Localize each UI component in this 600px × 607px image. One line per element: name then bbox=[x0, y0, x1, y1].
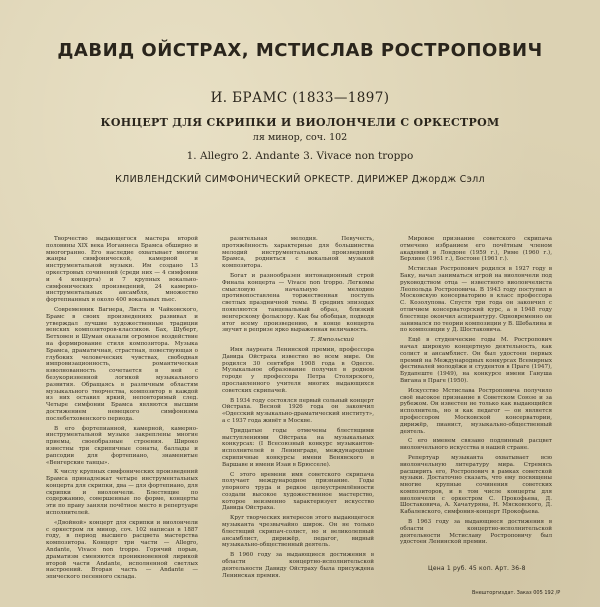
paragraph: Богат и разнообразен интонационный строй Финала концерта — Vivace non troppo. Легкомы смысловую начальную мелодию противопоставлена торжественная поступь светлых праздничной темы. В средних эпизодах появляются танцевальный образ, близкий венгерскому фольклору. Как бы обобщая, подводя итог всему произведению, в конце концерта звучит в репризе ярко выраженная величавость. bbox=[222, 272, 374, 334]
key-opus: ля минор, соч. 102 bbox=[252, 132, 348, 143]
paragraph: К числу крупных симфонических произведений Брамса принадлежат четыре инструментальных концерта для скрипки, два — для фортепиано, для скрипки и виолончели. Блестящие по содержанию, совершенные по форме, концерты эти по праву заняли почётное место в репертуаре исполнителей. bbox=[46, 469, 198, 517]
paragraph: Имя лауреата Ленинской премии, профессора Давида Ойстраха известно во всем мире. Он родился 30 сентября 1908 года в Одессе. Музыкальное образование получил в родном городе у профессора Петра Столярского, прославленного учителя многих выдающихся советских скрипачей. bbox=[222, 346, 374, 394]
work-title: КОНЦЕРТ ДЛЯ СКРИПКИ И ВИОЛОНЧЕЛИ С ОРКЕСТРОМ bbox=[100, 116, 500, 129]
paragraph: Ещё в студенческие годы М. Ростропович начал широкую концертную деятельность, как солист и ансамблист. Он был удостоен первых премий на Международных конкурсах Всемирных фестивалей молодёжи и студентов в Праге (1947), Будапеште (1949), на конкурсе имени Гануша Вигана в Праге (1950). bbox=[400, 337, 552, 384]
paragraph: С этого времени имя советского скрипача получает международное признание. Годы упорного труда и редкое целеустремлённости создали высокое художественное мастерство, которое неизменно характеризует искусство Давида Ойстраха. bbox=[222, 471, 374, 512]
paragraph: Репертуар музыканта охватывает всю виолончельную литературу мира. Стремясь расширить его, Ростропович в рамках советской музыки. Достаточно сказать, что ему посвящены многие крупные сочинения советских композиторов, и в том числе концерты для виолончели с оркестром С. Прокофьева, Д. Шостаковича, А. Хачатуряна, Н. Мясковского, Д. Кабалевского, симфония-концерт Прокофьева. bbox=[400, 454, 552, 516]
paragraph: Искусство Мстислава Ростроповича получило своё высокое признание в Советском Союзе и за рубежом. Он известен не только как выдающийся исполнитель, но и как педагог — он является профессором Московской консерватории, дирижёр, пианист, музыкально-общественный деятель. bbox=[400, 387, 552, 435]
paragraph: В 1963 году за выдающиеся достижения в области концертно-исполнительской деятельности Мстиславу Ростроповичу был удостоен Ленинской премии. bbox=[400, 519, 552, 546]
paragraph: Тридцатые годы отмечены блестящими выступлениями Ойстраха на музыкальных конкурсах: (I Всесоюзный конкурс музыкантов-исполнителей в Ленинграде, международные скрипичные конкурсы имени Венявского в Варшаве и имени Изаи в Брюсселе). bbox=[222, 427, 374, 468]
paragraph: Круг творческих интересов этого выдающегося музыканта чрезвычайно широк. Он не только блестящий скрипач-солист, но и великолепный ансамблист, дирижёр, педагог, видный музыкально-общественный деятель. bbox=[222, 515, 374, 549]
paragraph: В его фортепианной, камерной, камерно-инструментальной музыке закреплены многие приемы, своеобразные строения. Широко известны три скрипичные сонаты, баллады и рапсодии для фортепиано, знаменитые «Венгерские танцы». bbox=[46, 425, 198, 466]
artists-heading: ДАВИД ОЙСТРАХ, МСТИСЛАВ РОСТРОПОВИЧ bbox=[57, 40, 543, 61]
paragraph: Мстислав Ростропович родился в 1927 году в Баку, начал заниматься игрой на виолончели под руководством отца — известного виолончелиста Леопольда Ростроповича. В 1943 году поступил в Московскую консерваторию в класс профессора С. Козолупова. Спустя три года он закончил с отличием консерваторский курс, а в 1948 году блестяще окончил аспирантуру. Одновременно он занимался по теории композиции у В. Шебалина и по композиции у Д. Шостаковича. bbox=[400, 266, 552, 334]
paragraph: В 1960 году за выдающиеся достижения в области концертно-исполнительской деятельности Давиду Ойстраху была присуждена Ленинская премия. bbox=[222, 552, 374, 579]
composer-heading: И. БРАМС (1833—1897) bbox=[210, 90, 390, 106]
paragraph: В 1934 году состоялся первый сольный концерт Ойстраха. Весной 1926 года он закончил «Одесский музыкально-драматический институт», а с 1937 года живёт в Москве. bbox=[222, 397, 374, 424]
paragraph: Творчество выдающегося мастера второй половины XIX века Иоганнеса Брамса обширно и многогранно. Его наследие охватывает многие жанры симфонической, камерной и инструментальной музыки. Им создано 13 оркестровых сочинений (среди них — 4 симфонии и 4 концерта) и 7 крупных вокально-симфонических произведений, 24 камерно-инструментальных ансамбля, множество фортепианных и около 400 вокальных пьес. bbox=[46, 236, 198, 304]
paragraph: Современник Вагнера, Листа и Чайковского, Брамс в своих произведениях развивал и утверждал лучшие художественные традиции венских композиторов-классиков. Бах, Шуберт, Бетховен и Шуман оказали огромное воздействие на формирование стиля композитора. Музыка Брамса, драматичная, страстная, повествующая о глубоких человеческих чувствах, свободная импровизационность, романтическая взволнованность сочетается в ней с безукоризненной логикой музыкального развития. Обращаясь в различным областям музыкального творчества, композитор в каждой из них оставил яркий, неповторимый след. Четыре симфонии Брамса являются высшим достижением немецкого симфонизма послебетховенского периода. bbox=[46, 306, 198, 422]
text-column-1 bbox=[46, 236, 198, 584]
paragraph: Мировое признание советского скрипача отмечено избранием его почётным членом академий в Лондоне (1959 г.), Риме (1960 г.), Берлине (1961 г.), Бостоне (1961 г.). bbox=[400, 236, 552, 263]
text-column-2 bbox=[222, 236, 374, 582]
paragraph: разительная мелодия. Певучесть, протяжённость характерные для большинства мелодий инструментальных произведений Брамса, родниться с вокальной музыкой композитора. bbox=[222, 236, 374, 270]
text-column-3 bbox=[400, 236, 552, 549]
movements-list: 1. Allegro 2. Andante 3. Vivace non troppo bbox=[186, 150, 414, 162]
price-label: Цена 1 руб. 45 коп. Арт. 36-8 bbox=[428, 565, 526, 572]
printer-imprint: Внешторгиздат. Заказ 005 192 /Р bbox=[472, 590, 561, 596]
orchestra-conductor: КЛИВЛЕНДСКИЙ СИМФОНИЧЕСКИЙ ОРКЕСТР. ДИРИЖЕР Джордж Сэлл bbox=[115, 174, 485, 185]
paragraph: С его именем связано подлинный расцвет виолончельного искусства в нашей стране. bbox=[400, 438, 552, 452]
author-signature: Т. Ямпольский bbox=[310, 337, 354, 344]
paragraph: «Двойной» концерт для скрипки и виолончели с оркестром ля минор, соч. 102 написан в 1887 году, в период высшего расцвета мастерства композитора. Концерт три части — Allegro, Andante, Vivace non troppo. Горячий порыв, драматизм сменяются проникновенной лирикой второй части Andante, исполненной светлых настроений. Вторая часть — Andante — эпического песенного склада. bbox=[46, 519, 198, 581]
